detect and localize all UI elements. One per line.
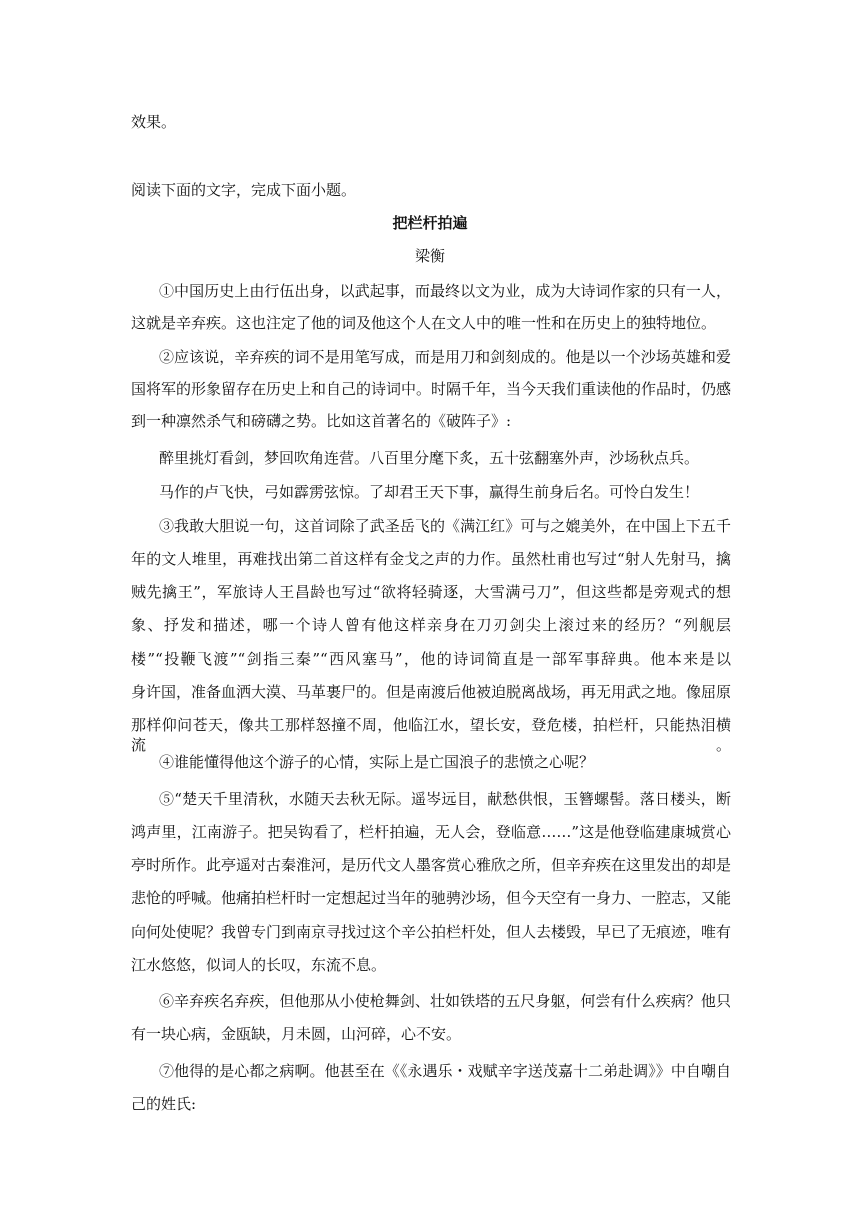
paragraph-4-line-1: ④谁能懂得他这个游子的心情，实际上是亡国浪子的悲愤之心呢？ [159, 753, 595, 771]
paragraph-5-line-5: 向何处使呢？我曾专门到南京寻找过这个辛公拍栏杆处，但人去楼毁，早已了无痕迹，唯有 [131, 923, 732, 941]
paragraph-2-line-2: 国将军的形象留存在历史上和自己的诗词中。时隔千年，当今天我们重读他的作品时，仍感 [131, 380, 732, 398]
text-line-effect: 效果。 [131, 113, 177, 131]
poem-line-1: 醉里挑灯看剑，梦回吹角连营。八百里分麾下炙，五十弦翻塞外声，沙场秋点兵。 [159, 449, 700, 467]
paragraph-2-line-1: ②应该说，辛弃疾的词不是用笔写成，而是用刀和剑刻成的。他是以一个沙场英雄和爱 [159, 348, 731, 366]
paragraph-3-line-3: 贼先擒王”，军旅诗人王昌龄也写过“欲将轻骑逐，大雪满弓刀”，但这些都是旁观式的想 [131, 583, 731, 601]
paragraph-2-line-3: 到一种凛然杀气和磅礴之势。比如这首著名的《破阵子》: [131, 412, 512, 430]
paragraph-5-line-4: 悲怆的呼喊。他痛拍栏杆时一定想起过当年的驰骋沙场，但今天空有一身力、一腔志，又能 [131, 889, 732, 907]
paragraph-3-line-4: 象、抒发和描述，哪一个诗人曾有他这样亲身在刀刃剑尖上滚过来的经历？“列舰层 [131, 616, 731, 634]
paragraph-3-line-5: 楼”“投鞭飞渡”“剑指三秦”“西风塞马”，他的诗词简直是一部军事辞典。他本来是以 [131, 650, 731, 668]
paragraph-3-line-2: 年的文人堆里，再难找出第二首这样有金戈之声的力作。虽然杜甫也写过“射人先射马，擒 [131, 550, 731, 568]
paragraph-5-line-2: 鸿声里，江南游子。把吴钩看了，栏杆拍遍，无人会，登临意……”这是他登临建康城赏心 [131, 823, 731, 841]
instruction-line: 阅读下面的文字，完成下面小题。 [131, 181, 357, 199]
paragraph-5-line-3: 亭时所作。此亭遥对古秦淮河，是历代文人墨客赏心雅欣之所，但辛弃疾在这里发出的却是 [131, 856, 732, 874]
article-title: 把栏杆拍遍 [392, 214, 468, 232]
paragraph-3-line-7: 那样仰问苍天，像共工那样怒撞不周，他临江水，望长安，登危楼，拍栏杆，只能热泪横流。 [131, 716, 731, 754]
paragraph-7-line-2: 己的姓氏: [131, 1095, 197, 1113]
paragraph-1-line-2: 这就是辛弃疾。这也注定了他的词及他这个人在文人中的唯一性和在历史上的独特地位。 [131, 314, 717, 332]
paragraph-5-line-6: 江水悠悠，似词人的长叹，东流不息。 [131, 956, 387, 974]
paragraph-6-line-2: 有一块心病，金瓯缺，月未圆，山河碎，心不安。 [131, 1025, 462, 1043]
paragraph-6-line-1: ⑥辛弃疾名弃疾，但他那从小使枪舞剑、壮如铁塔的五尺身躯，何尝有什么疾病？他只 [159, 992, 731, 1010]
poem-line-2: 马作的卢飞快，弓如霹雳弦惊。了却君王天下事，赢得生前身后名。可怜白发生！ [159, 483, 700, 501]
paragraph-7-line-1: ⑦他得的是心都之病啊。他甚至在《《永遇乐・戏赋辛字送茂嘉十二弟赴调》》中自嘲自 [159, 1062, 731, 1080]
paragraph-3-line-1: ③我敢大胆说一句，这首词除了武圣岳飞的《满江红》可与之媲美外，在中国上下五千 [159, 517, 731, 535]
paragraph-1-line-1: ①中国历史上由行伍出身，以武起事，而最终以文为业，成为大诗词作家的只有一人， [159, 282, 731, 300]
article-author: 梁衡 [414, 247, 445, 265]
paragraph-5-line-1: ⑤“楚天千里清秋，水随天去秋无际。遥岑远目，献愁供恨，玉簪螺髻。落日楼头，断 [159, 790, 731, 808]
paragraph-3-line-6: 身许国，准备血洒大漠、马革裹尸的。但是南渡后他被迫脱离战场，再无用武之地。像屈原 [131, 683, 732, 701]
